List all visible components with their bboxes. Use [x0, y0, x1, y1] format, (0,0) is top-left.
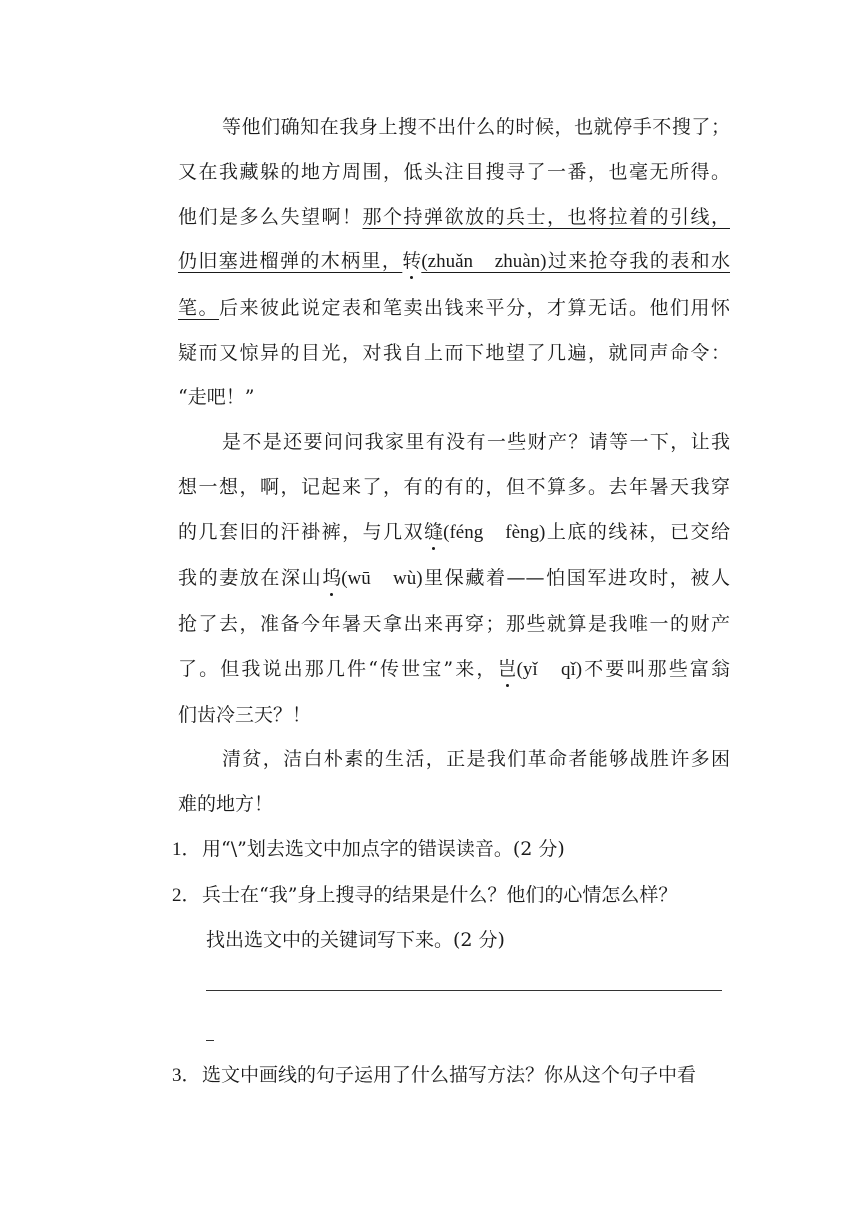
passage-line: 想一想，啊，记起来了，有的有的，但不算多。去年暑天我穿	[178, 476, 730, 498]
passage-line: 我的妻放在深山坞(wū wù)里保藏着——怕国军进攻时，被人	[178, 567, 730, 589]
question-1	[172, 837, 565, 862]
question-text: 兵士在“我”身上搜寻的结果是什么？他们的心情怎么样？	[202, 884, 678, 906]
dotted-character: 缝	[424, 521, 444, 543]
pinyin-options: (féng fèng)	[443, 522, 546, 543]
question-number: 1．	[172, 839, 201, 860]
question-2	[172, 883, 677, 908]
answer-line[interactable]	[206, 990, 722, 991]
passage-line: 的几套旧的汗褂裤，与几双缝(féng fèng)上底的线袜，已交给	[178, 521, 730, 543]
underlined-sentence: 那个持弹欲放的兵士，也将拉着的引线，	[362, 206, 730, 228]
passage-line: 抢了去，准备今年暑天拿出来再穿；那些就算是我唯一的财产	[178, 613, 730, 635]
passage-line: 笔。后来彼此说定表和笔卖出钱来平分，才算无话。他们用怀	[178, 297, 730, 319]
passage-line: 难的地方！	[178, 793, 274, 815]
dotted-character: 岂	[497, 658, 517, 680]
question-text: 找出选文中的关键词写下来。(2 分)	[206, 929, 505, 951]
question-number: 2．	[172, 885, 201, 906]
pinyin-options: (zhuǎn zhuàn)	[421, 251, 547, 272]
question-text: 选文中画线的句子运用了什么描写方法？你从这个句子中看	[202, 1064, 697, 1086]
passage-line: 疑而又惊异的目光，对我自上而下地望了几遍，就同声命令：	[178, 342, 730, 364]
passage-line: 又在我藏躲的地方周围，低头注目搜寻了一番，也毫无所得。	[178, 161, 730, 183]
underlined-sentence-end: 笔。	[178, 297, 219, 319]
passage-line: “走吧！”	[178, 386, 255, 408]
question-3	[172, 1063, 696, 1088]
dotted-character: 坞	[322, 567, 342, 589]
question-number: 3．	[172, 1065, 201, 1086]
dotted-character: 转	[402, 250, 422, 272]
question-text: 用“\”划去选文中加点字的错误读音。(2 分)	[202, 838, 565, 860]
passage-line: 了。但我说出那几件“传世宝”来，岂(yǐ qǐ)不要叫那些富翁	[178, 658, 730, 680]
passage-line: 是不是还要问问我家里有没有一些财产？请等一下，让我	[222, 431, 730, 453]
passage-line: 他们是多么失望啊！那个持弹欲放的兵士，也将拉着的引线，	[178, 206, 730, 228]
pinyin-options: (wū wù)	[341, 568, 423, 589]
passage-line: 仍旧塞进榴弹的木柄里，转(zhuǎn zhuàn)过来抢夺我的表和水	[178, 250, 730, 272]
passage-line: 们齿冷三天？！	[178, 704, 312, 726]
passage-line: 等他们确知在我身上搜不出什么的时候，也就停手不搜了；	[222, 116, 730, 138]
answer-line-tail	[206, 1040, 214, 1041]
passage-line: 清贫，洁白朴素的生活，正是我们革命者能够战胜许多困	[222, 748, 730, 770]
question-2-continued	[206, 928, 505, 952]
pinyin-options: (yǐ qǐ)	[516, 659, 583, 680]
